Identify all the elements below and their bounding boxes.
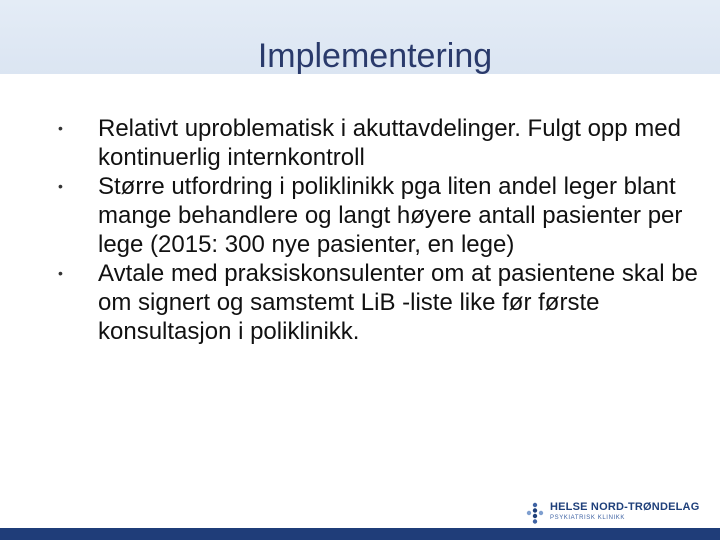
bullet-text: Avtale med praksiskonsulenter om at pasientene skal be om signert og samstemt LiB -liste like før første konsultasjon i poliklinikk. <box>98 260 698 345</box>
logo-subtitle: PSYKIATRISK KLINIKK <box>550 515 625 521</box>
bullet-list <box>58 114 698 346</box>
bullet-dot-icon: • <box>58 120 63 136</box>
bullet-item <box>58 259 698 346</box>
bullet-item <box>58 172 698 259</box>
bullet-dot-icon: • <box>58 178 63 194</box>
organization-logo <box>524 500 700 526</box>
bullet-dot-icon: • <box>58 265 63 281</box>
bullet-text: Relativt uproblematisk i akuttavdelinger. Fulgt opp med kontinuerlig internkontroll <box>98 115 681 171</box>
cross-dots-icon <box>524 502 546 524</box>
logo-name: HELSE NORD-TRØNDELAG <box>550 501 700 513</box>
bullet-item <box>58 114 698 172</box>
bottom-bar <box>0 528 720 540</box>
bullet-text: Større utfordring i poliklinikk pga liten andel leger blant mange behandlere og langt høyere antall pasienter per lege (2015: 300 nye pasienter, en lege) <box>98 173 683 258</box>
slide-title: Implementering <box>257 37 493 75</box>
